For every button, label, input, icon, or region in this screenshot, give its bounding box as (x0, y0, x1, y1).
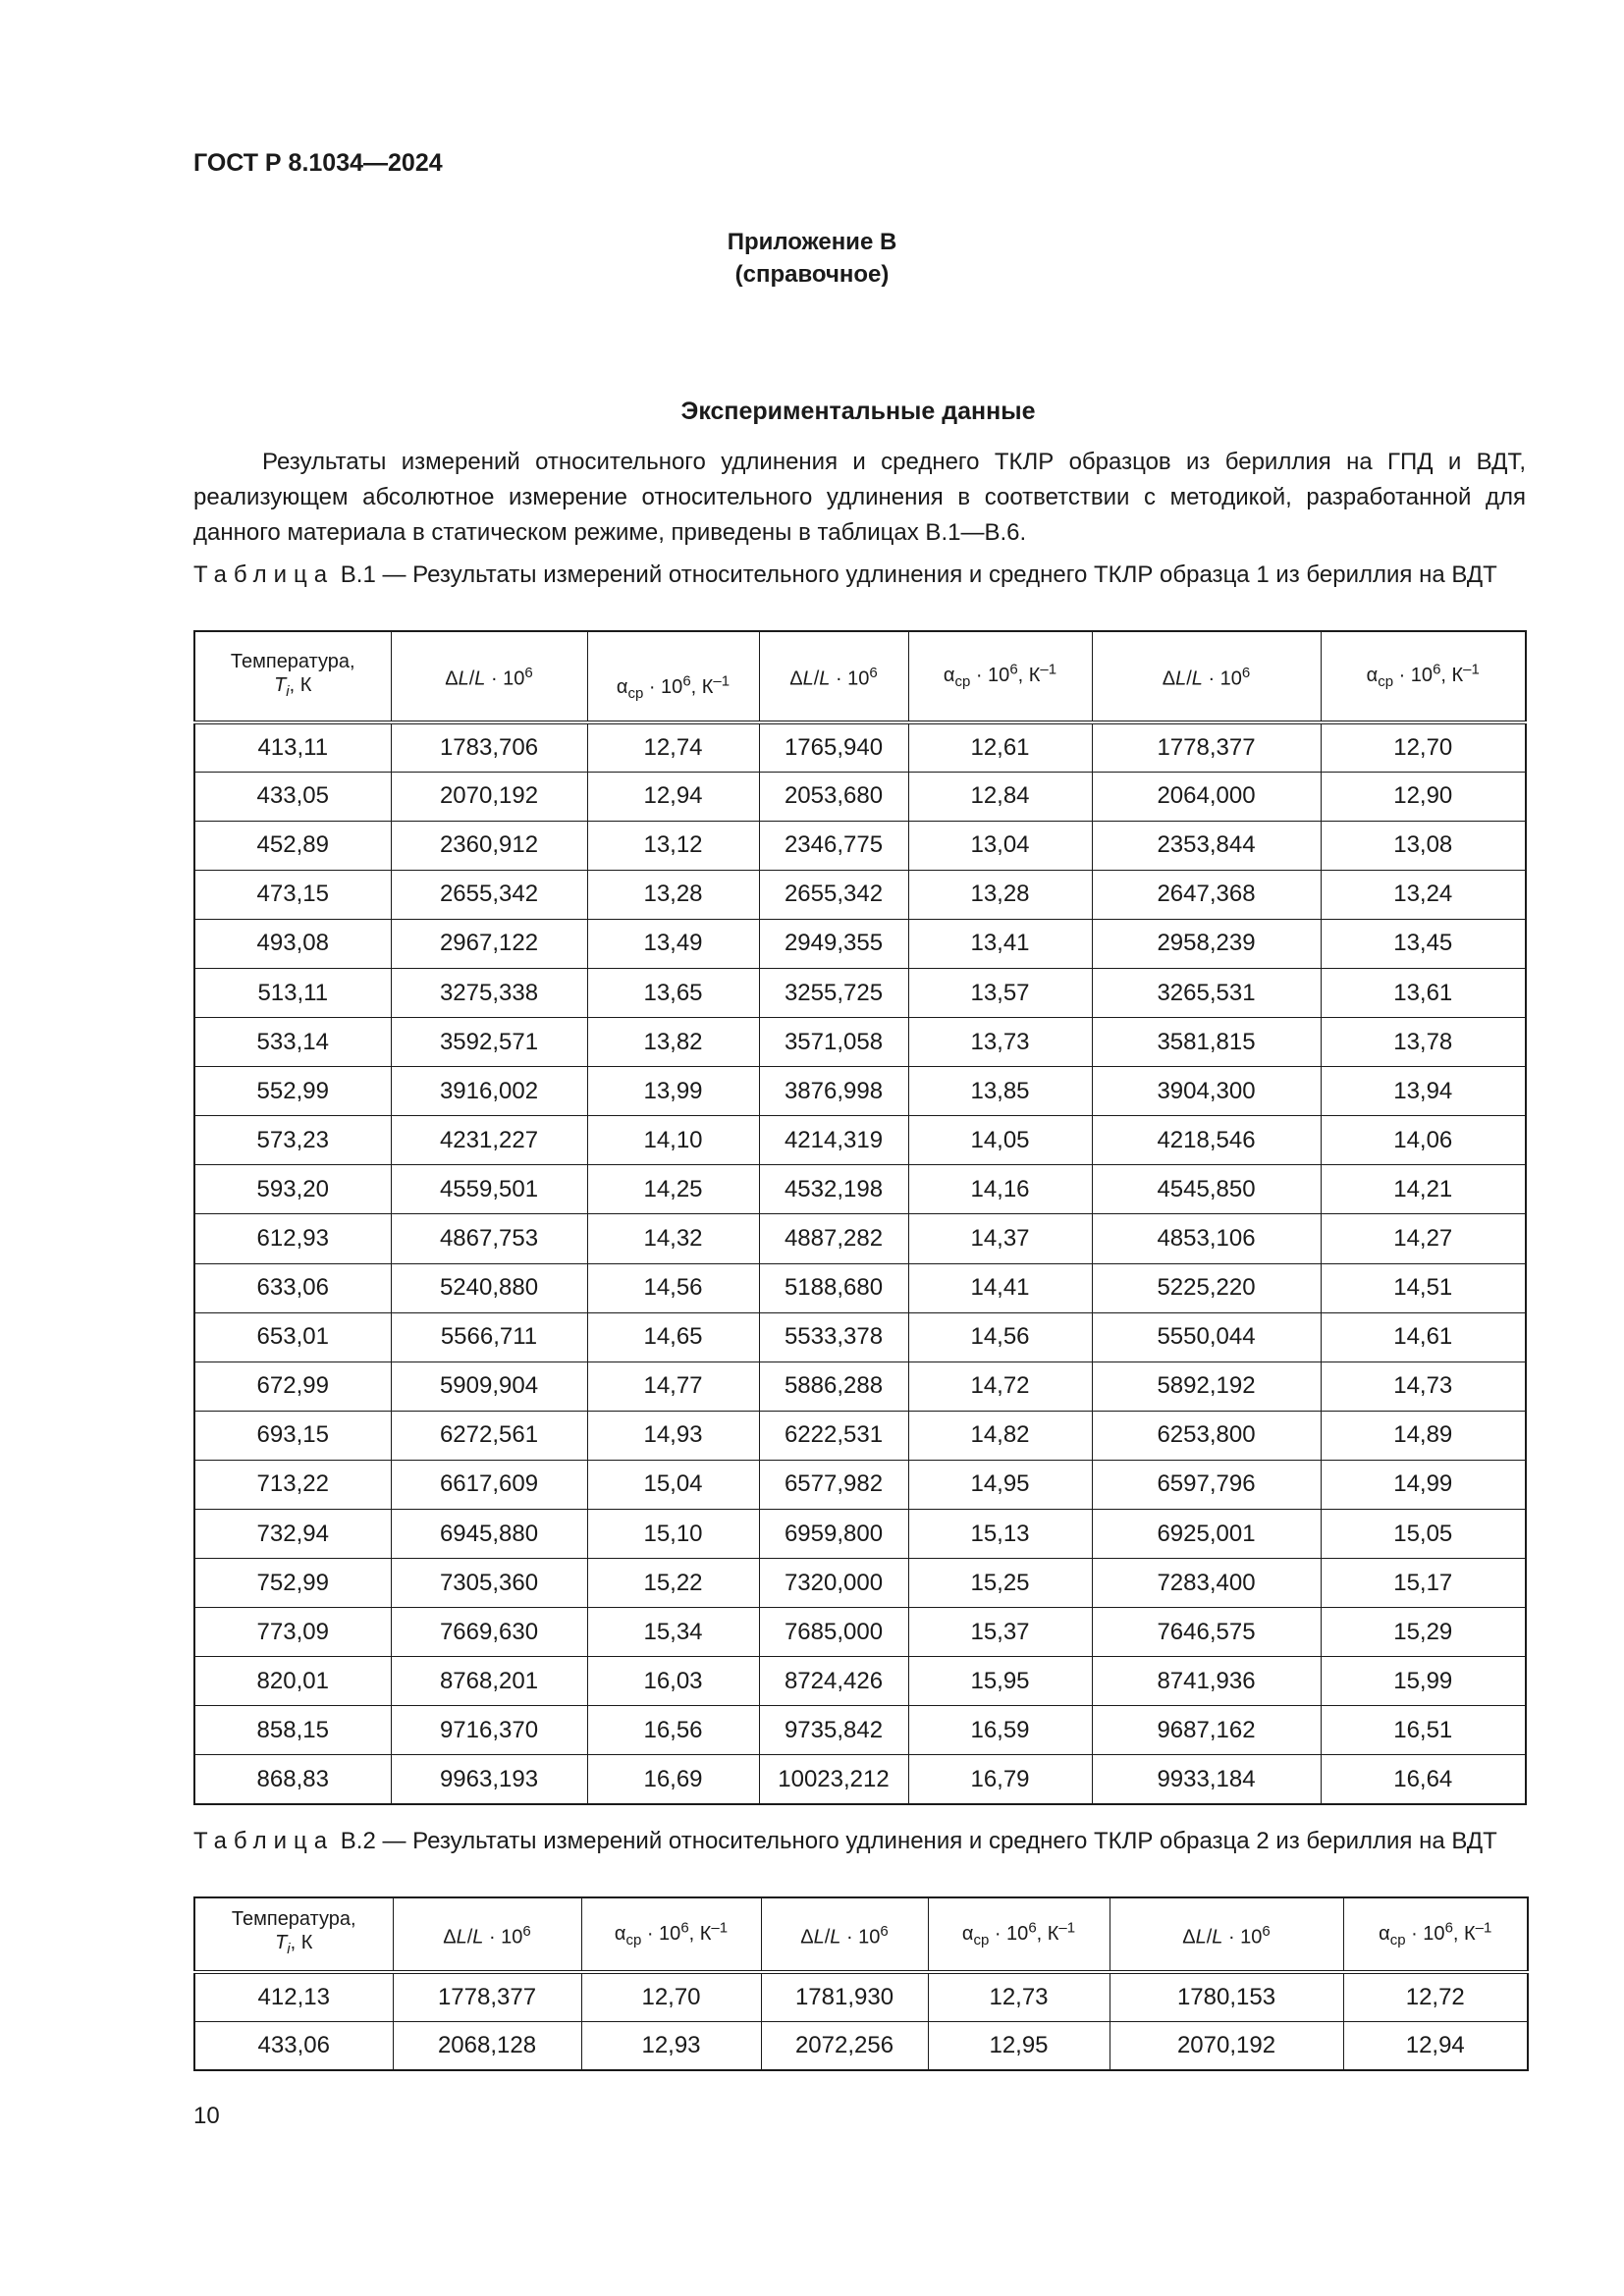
table-row (194, 1214, 1526, 1263)
elongation-cell: 8768,201 (391, 1657, 587, 1706)
elongation-cell: 6617,609 (391, 1460, 587, 1509)
header-alpha-sup: 6 (682, 672, 691, 690)
table-row (194, 1263, 1526, 1312)
tclr-cell: 13,73 (908, 1018, 1092, 1067)
elongation-cell: 1781,930 (761, 1972, 928, 2021)
table-row (194, 1559, 1526, 1608)
tclr-cell: 14,56 (587, 1263, 759, 1312)
table-row (194, 2021, 1528, 2070)
tclr-cell: 14,99 (1321, 1460, 1526, 1509)
elongation-cell: 9933,184 (1092, 1755, 1321, 1804)
header-temperature-unit: , К (290, 1932, 313, 1953)
table2-caption-text: В.2 — Результаты измерений относительного удлинения и среднего ТКЛР образца 2 из бериллия на ВДТ (340, 1828, 1497, 1854)
table-row (194, 1706, 1526, 1755)
elongation-cell: 2655,342 (759, 870, 908, 919)
temperature-cell: 773,09 (194, 1608, 391, 1657)
elongation-cell: 6945,880 (391, 1510, 587, 1559)
table-row (194, 1116, 1526, 1165)
elongation-cell: 3265,531 (1092, 968, 1321, 1017)
tclr-cell: 15,99 (1321, 1657, 1526, 1706)
header-alpha-tail: · 10 (1393, 665, 1434, 687)
header-alpha-unit-sup: –1 (1463, 661, 1480, 678)
intro-paragraph-text: Результаты измерений относительного удлинения и среднего ТКЛР образцов из бериллия на ГПД и ВДТ, реализующем абсолютное измерение относительного удлинения в соответствии с методикой, разработанной для данного материала в статическом режиме, приведены в таблицах В.1—В.6. (193, 449, 1526, 546)
table-row (194, 722, 1526, 772)
temperature-cell: 552,99 (194, 1067, 391, 1116)
tclr-cell: 13,28 (587, 870, 759, 919)
tclr-cell: 15,25 (908, 1559, 1092, 1608)
elongation-cell: 5550,044 (1092, 1312, 1321, 1362)
elongation-cell: 7283,400 (1092, 1559, 1321, 1608)
tclr-cell: 13,57 (908, 968, 1092, 1017)
header-alpha-unit: , К (1036, 1922, 1059, 1945)
tclr-cell: 13,04 (908, 821, 1092, 870)
elongation-cell: 6222,531 (759, 1411, 908, 1460)
table1-caption (193, 561, 1526, 590)
elongation-cell: 2949,355 (759, 919, 908, 968)
tclr-cell: 14,89 (1321, 1411, 1526, 1460)
header-mean-tclr (581, 1897, 761, 1972)
table-row (194, 919, 1526, 968)
table1-header (194, 631, 1526, 722)
elongation-cell: 6577,982 (759, 1460, 908, 1509)
tclr-cell: 15,22 (587, 1559, 759, 1608)
temperature-cell: 732,94 (194, 1510, 391, 1559)
elongation-cell: 5533,378 (759, 1312, 908, 1362)
table-row (194, 1657, 1526, 1706)
header-row (194, 631, 1526, 722)
tclr-cell: 13,94 (1321, 1067, 1526, 1116)
elongation-cell: 2070,192 (391, 772, 587, 821)
header-alpha-symbol: α (1379, 1922, 1390, 1945)
header-elongation (1110, 1897, 1343, 1972)
header-alpha-unit-sup: –1 (711, 1919, 729, 1937)
tclr-cell: 14,73 (1321, 1362, 1526, 1411)
header-alpha-unit: , К (1017, 665, 1041, 687)
elongation-cell: 3904,300 (1092, 1067, 1321, 1116)
tclr-cell: 12,90 (1321, 772, 1526, 821)
header-alpha-unit-sup: –1 (1058, 1919, 1076, 1937)
elongation-cell: 4231,227 (391, 1116, 587, 1165)
header-mean-tclr (1321, 631, 1526, 722)
header-alpha-sub: ср (1378, 673, 1394, 691)
temperature-cell: 672,99 (194, 1362, 391, 1411)
elongation-cell: 3876,998 (759, 1067, 908, 1116)
temperature-cell: 653,01 (194, 1312, 391, 1362)
header-mean-tclr-content (1379, 1919, 1492, 1949)
elongation-cell: 5225,220 (1092, 1263, 1321, 1312)
tclr-cell: 14,65 (587, 1312, 759, 1362)
header-elongation-sup: 6 (1262, 1922, 1271, 1940)
tclr-cell: 14,21 (1321, 1165, 1526, 1214)
tclr-cell: 13,45 (1321, 919, 1526, 968)
header-temperature (194, 1897, 393, 1972)
tclr-cell: 12,70 (581, 1972, 761, 2021)
table-row (194, 1755, 1526, 1804)
tclr-cell: 14,41 (908, 1263, 1092, 1312)
temperature-cell: 473,15 (194, 870, 391, 919)
temperature-cell: 713,22 (194, 1460, 391, 1509)
elongation-cell: 6925,001 (1092, 1510, 1321, 1559)
table-row (194, 1972, 1528, 2021)
elongation-cell: 1783,706 (391, 722, 587, 772)
tclr-cell: 15,34 (587, 1608, 759, 1657)
elongation-cell: 2068,128 (393, 2021, 581, 2070)
tclr-cell: 14,95 (908, 1460, 1092, 1509)
tclr-cell: 13,49 (587, 919, 759, 968)
tclr-cell: 14,10 (587, 1116, 759, 1165)
header-mean-tclr-content (943, 661, 1057, 691)
header-alpha-sup: 6 (680, 1919, 689, 1937)
header-temperature-label: Температура, (230, 650, 355, 672)
elongation-cell: 1765,940 (759, 722, 908, 772)
tclr-cell: 14,77 (587, 1362, 759, 1411)
header-elongation (391, 631, 587, 722)
table2-body (194, 1972, 1528, 2070)
elongation-cell: 3916,002 (391, 1067, 587, 1116)
tclr-cell: 14,61 (1321, 1312, 1526, 1362)
temperature-cell: 433,06 (194, 2021, 393, 2070)
table-row (194, 1312, 1526, 1362)
elongation-cell: 4867,753 (391, 1214, 587, 1263)
tclr-cell: 12,73 (928, 1972, 1110, 2021)
header-temperature-label: Температура, (231, 1908, 356, 1930)
header-temperature-sub: i (286, 682, 290, 700)
tclr-cell: 13,12 (587, 821, 759, 870)
elongation-cell: 5188,680 (759, 1263, 908, 1312)
tclr-cell: 12,70 (1321, 722, 1526, 772)
elongation-cell: 6959,800 (759, 1510, 908, 1559)
tclr-cell: 16,56 (587, 1706, 759, 1755)
tclr-cell: 13,85 (908, 1067, 1092, 1116)
table1 (193, 630, 1527, 1805)
tclr-cell: 14,72 (908, 1362, 1092, 1411)
tclr-cell: 14,37 (908, 1214, 1092, 1263)
elongation-cell: 4214,319 (759, 1116, 908, 1165)
elongation-cell: 7685,000 (759, 1608, 908, 1657)
tclr-cell: 15,13 (908, 1510, 1092, 1559)
header-elongation-label: ΔL/L · 10 (443, 1926, 523, 1949)
elongation-cell: 8724,426 (759, 1657, 908, 1706)
tclr-cell: 15,95 (908, 1657, 1092, 1706)
tclr-cell: 13,61 (1321, 968, 1526, 1017)
temperature-cell: 633,06 (194, 1263, 391, 1312)
tclr-cell: 12,94 (587, 772, 759, 821)
elongation-cell: 2353,844 (1092, 821, 1321, 870)
elongation-cell: 7669,630 (391, 1608, 587, 1657)
header-temperature-symbol: T (274, 673, 287, 696)
tclr-cell: 15,17 (1321, 1559, 1526, 1608)
table-row (194, 1362, 1526, 1411)
header-alpha-sup: 6 (1444, 1919, 1453, 1937)
table2 (193, 1896, 1529, 2071)
elongation-cell: 2070,192 (1110, 2021, 1343, 2070)
elongation-cell: 2064,000 (1092, 772, 1321, 821)
tclr-cell: 16,03 (587, 1657, 759, 1706)
temperature-cell: 413,11 (194, 722, 391, 772)
header-alpha-sup: 6 (1433, 661, 1441, 678)
elongation-cell: 3581,815 (1092, 1018, 1321, 1067)
tclr-cell: 14,27 (1321, 1214, 1526, 1263)
header-elongation (759, 631, 908, 722)
table1-caption-text: В.1 — Результаты измерений относительного удлинения и среднего ТКЛР образца 1 из бериллия на ВДТ (340, 561, 1497, 588)
temperature-cell: 533,14 (194, 1018, 391, 1067)
tclr-cell: 13,08 (1321, 821, 1526, 870)
elongation-cell: 1780,153 (1110, 1972, 1343, 2021)
tclr-cell: 13,65 (587, 968, 759, 1017)
tclr-cell: 15,37 (908, 1608, 1092, 1657)
header-alpha-sup: 6 (1009, 661, 1018, 678)
header-elongation (393, 1897, 581, 1972)
tclr-cell: 14,05 (908, 1116, 1092, 1165)
header-row (194, 1897, 1528, 1972)
tclr-cell: 13,82 (587, 1018, 759, 1067)
header-mean-tclr (928, 1897, 1110, 1972)
table1-body (194, 722, 1526, 1804)
temperature-cell: 573,23 (194, 1116, 391, 1165)
elongation-cell: 2967,122 (391, 919, 587, 968)
tclr-cell: 14,32 (587, 1214, 759, 1263)
elongation-cell: 2647,368 (1092, 870, 1321, 919)
header-elongation-sup: 6 (1241, 665, 1251, 682)
elongation-cell: 7320,000 (759, 1559, 908, 1608)
header-alpha-sub: ср (973, 1931, 990, 1949)
header-mean-tclr (1343, 1897, 1528, 1972)
temperature-cell: 820,01 (194, 1657, 391, 1706)
tclr-cell: 12,95 (928, 2021, 1110, 2070)
header-alpha-sub: ср (625, 1931, 642, 1949)
tclr-cell: 16,51 (1321, 1706, 1526, 1755)
table2-caption (193, 1827, 1526, 1856)
tclr-cell: 13,41 (908, 919, 1092, 968)
table-row (194, 821, 1526, 870)
header-elongation-label: ΔL/L · 10 (789, 667, 870, 690)
section-title: Экспериментальные данные (680, 398, 1036, 425)
header-elongation-label: ΔL/L · 10 (800, 1926, 881, 1949)
tclr-cell: 14,16 (908, 1165, 1092, 1214)
header-alpha-sub: ср (1389, 1931, 1406, 1949)
table-row (194, 1510, 1526, 1559)
tclr-cell: 12,84 (908, 772, 1092, 821)
table-row (194, 1460, 1526, 1509)
header-mean-tclr-content (616, 672, 731, 703)
elongation-cell: 5886,288 (759, 1362, 908, 1411)
header-alpha-unit-sup: –1 (713, 672, 731, 690)
tclr-cell: 12,72 (1343, 1972, 1528, 2021)
header-alpha-unit: , К (688, 1922, 712, 1945)
standard-code: ГОСТ Р 8.1034—2024 (193, 149, 443, 177)
header-alpha-tail: · 10 (641, 1922, 681, 1945)
tclr-cell: 14,06 (1321, 1116, 1526, 1165)
header-alpha-symbol: α (616, 676, 628, 699)
appendix-subtitle: (справочное) (734, 261, 890, 288)
elongation-cell: 10023,212 (759, 1755, 908, 1804)
table-row (194, 870, 1526, 919)
elongation-cell: 9963,193 (391, 1755, 587, 1804)
elongation-cell: 2360,912 (391, 821, 587, 870)
temperature-cell: 593,20 (194, 1165, 391, 1214)
header-alpha-unit-sup: –1 (1040, 661, 1057, 678)
tclr-cell: 12,61 (908, 722, 1092, 772)
elongation-cell: 4853,106 (1092, 1214, 1321, 1263)
header-alpha-unit: , К (690, 676, 714, 699)
elongation-cell: 1778,377 (1092, 722, 1321, 772)
header-mean-tclr-content (1366, 661, 1480, 691)
tclr-cell: 16,59 (908, 1706, 1092, 1755)
header-alpha-tail: · 10 (1405, 1922, 1445, 1945)
header-alpha-tail: · 10 (643, 676, 683, 699)
tclr-cell: 13,24 (1321, 870, 1526, 919)
elongation-cell: 6272,561 (391, 1411, 587, 1460)
tclr-cell: 13,28 (908, 870, 1092, 919)
tclr-cell: 16,69 (587, 1755, 759, 1804)
intro-paragraph (193, 445, 1526, 551)
appendix-heading (0, 226, 1624, 291)
temperature-cell: 612,93 (194, 1214, 391, 1263)
header-temperature-unit: , К (289, 673, 312, 696)
temperature-cell: 752,99 (194, 1559, 391, 1608)
header-elongation (761, 1897, 928, 1972)
elongation-cell: 4545,850 (1092, 1165, 1321, 1214)
tclr-cell: 14,25 (587, 1165, 759, 1214)
temperature-cell: 513,11 (194, 968, 391, 1017)
tclr-cell: 13,78 (1321, 1018, 1526, 1067)
appendix-title: Приложение В (727, 229, 897, 255)
header-elongation-label: ΔL/L · 10 (1162, 667, 1242, 690)
header-alpha-symbol: α (961, 1922, 974, 1945)
header-alpha-unit-sup: –1 (1475, 1919, 1492, 1937)
elongation-cell: 8741,936 (1092, 1657, 1321, 1706)
header-elongation-sup: 6 (869, 665, 878, 682)
elongation-cell: 5892,192 (1092, 1362, 1321, 1411)
header-elongation-sup: 6 (524, 665, 533, 682)
elongation-cell: 6597,796 (1092, 1460, 1321, 1509)
table-row (194, 968, 1526, 1017)
temperature-cell: 493,08 (194, 919, 391, 968)
header-temperature-sub: i (287, 1941, 291, 1957)
table-row (194, 772, 1526, 821)
header-temperature (194, 631, 391, 722)
elongation-cell: 3275,338 (391, 968, 587, 1017)
tclr-cell: 16,79 (908, 1755, 1092, 1804)
elongation-cell: 7646,575 (1092, 1608, 1321, 1657)
header-elongation-label: ΔL/L · 10 (1182, 1926, 1263, 1949)
temperature-cell: 858,15 (194, 1706, 391, 1755)
elongation-cell: 7305,360 (391, 1559, 587, 1608)
header-mean-tclr (587, 631, 759, 722)
tclr-cell: 14,93 (587, 1411, 759, 1460)
tclr-cell: 14,51 (1321, 1263, 1526, 1312)
elongation-cell: 3592,571 (391, 1018, 587, 1067)
header-elongation-sup: 6 (522, 1922, 531, 1940)
tclr-cell: 16,64 (1321, 1755, 1526, 1804)
header-alpha-symbol: α (943, 665, 955, 687)
header-alpha-unit: , К (1452, 1922, 1476, 1945)
tclr-cell: 12,93 (581, 2021, 761, 2070)
table-row (194, 1411, 1526, 1460)
tclr-cell: 13,99 (587, 1067, 759, 1116)
tclr-cell: 14,56 (908, 1312, 1092, 1362)
header-temperature-symbol: T (275, 1932, 288, 1953)
header-alpha-sub: ср (954, 673, 971, 691)
tclr-cell: 14,82 (908, 1411, 1092, 1460)
tclr-cell: 12,94 (1343, 2021, 1528, 2070)
header-alpha-symbol: α (614, 1922, 626, 1945)
elongation-cell: 9735,842 (759, 1706, 908, 1755)
elongation-cell: 2346,775 (759, 821, 908, 870)
elongation-cell: 2053,680 (759, 772, 908, 821)
elongation-cell: 2072,256 (761, 2021, 928, 2070)
header-elongation-label: ΔL/L · 10 (445, 667, 525, 690)
elongation-cell: 5566,711 (391, 1312, 587, 1362)
header-mean-tclr-content (614, 1919, 729, 1949)
header-elongation (1092, 631, 1321, 722)
header-elongation-sup: 6 (880, 1922, 889, 1940)
table-row (194, 1018, 1526, 1067)
temperature-cell: 693,15 (194, 1411, 391, 1460)
elongation-cell: 2655,342 (391, 870, 587, 919)
temperature-cell: 433,05 (194, 772, 391, 821)
header-mean-tclr-content (961, 1919, 1076, 1949)
temperature-cell: 452,89 (194, 821, 391, 870)
elongation-cell: 5240,880 (391, 1263, 587, 1312)
elongation-cell: 2958,239 (1092, 919, 1321, 968)
table-row (194, 1067, 1526, 1116)
header-alpha-symbol: α (1366, 665, 1379, 687)
header-alpha-unit: , К (1440, 665, 1464, 687)
temperature-cell: 868,83 (194, 1755, 391, 1804)
tclr-cell: 15,04 (587, 1460, 759, 1509)
elongation-cell: 4887,282 (759, 1214, 908, 1263)
tclr-cell: 15,29 (1321, 1608, 1526, 1657)
header-alpha-tail: · 10 (989, 1922, 1029, 1945)
temperature-cell: 412,13 (194, 1972, 393, 2021)
elongation-cell: 4559,501 (391, 1165, 587, 1214)
elongation-cell: 5909,904 (391, 1362, 587, 1411)
tclr-cell: 12,74 (587, 722, 759, 772)
header-alpha-sub: ср (627, 685, 644, 703)
elongation-cell: 9716,370 (391, 1706, 587, 1755)
header-alpha-sup: 6 (1028, 1919, 1037, 1937)
tclr-cell: 15,10 (587, 1510, 759, 1559)
table1-label: Таблица (193, 561, 335, 588)
header-mean-tclr (908, 631, 1092, 722)
elongation-cell: 1778,377 (393, 1972, 581, 2021)
header-alpha-tail: · 10 (970, 665, 1010, 687)
elongation-cell: 3255,725 (759, 968, 908, 1017)
elongation-cell: 3571,058 (759, 1018, 908, 1067)
elongation-cell: 6253,800 (1092, 1411, 1321, 1460)
page-number: 10 (193, 2103, 220, 2129)
table-row (194, 1608, 1526, 1657)
elongation-cell: 4218,546 (1092, 1116, 1321, 1165)
table2-label: Таблица (193, 1828, 335, 1854)
tclr-cell: 15,05 (1321, 1510, 1526, 1559)
table-row (194, 1165, 1526, 1214)
table2-header (194, 1897, 1528, 1972)
elongation-cell: 4532,198 (759, 1165, 908, 1214)
elongation-cell: 9687,162 (1092, 1706, 1321, 1755)
